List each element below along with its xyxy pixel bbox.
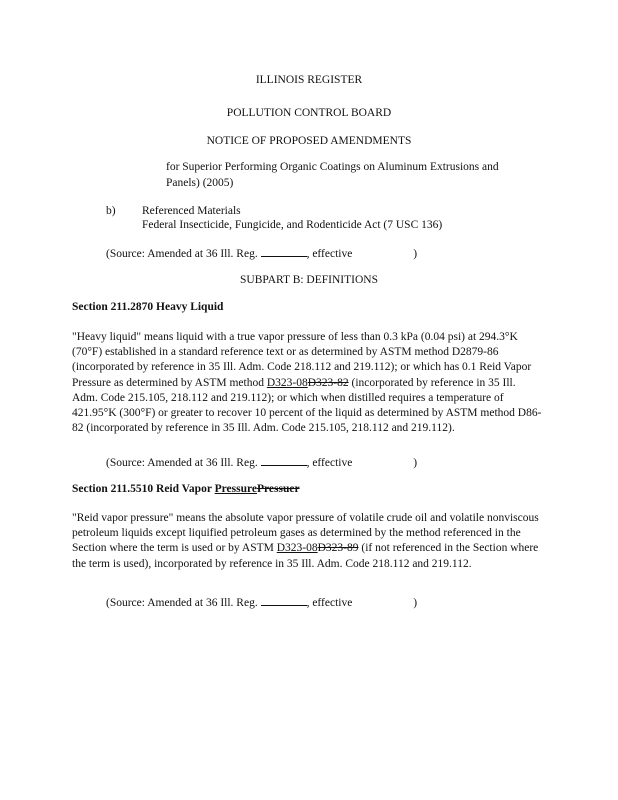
source-prefix: (Source: Amended at 36 Ill. Reg.: [106, 248, 258, 260]
heading-prefix: Section 211.5510 Reid Vapor: [72, 483, 212, 495]
inserted-text: D323-08: [276, 542, 318, 555]
definition-text-b: (incorporated by reference in 35 Ill. Adm. Code 215.105, 218.112 and 219.112); or which when distilled requires a temperature of 421.95°K (300°F) or greater to recover 10 percent of the liquid as determined by ASTM method D86-82 (incorporated by reference in 35 Ill. Adm. Code 215.105, 218.112 and 219.112).: [72, 376, 542, 435]
board-name: POLLUTION CONTROL BOARD: [226, 107, 392, 119]
source-note-2: [106, 455, 417, 469]
source-close: ): [413, 248, 418, 260]
definition-text-a: "Heavy liquid" means liquid with a true vapor pressure of less than 0.3 kPa (0.04 psi) at 294.3°K (70°F) established in a standard reference text or as determined by ASTM method D2879-86 (incorporated by reference in 35 Ill. Adm. Code 218.112 and 219.112); or which has 0.1 Reid Vapor Pressure as determined by ASTM method: [72, 331, 532, 389]
source-effective: , effective: [306, 248, 353, 260]
intro-line-2: Panels) (2005): [166, 177, 234, 189]
source-prefix: (Source: Amended at 36 Ill. Reg.: [106, 597, 258, 609]
heavy-liquid-definition: [72, 330, 542, 436]
intro-line-1: for Superior Performing Organic Coatings on Aluminum Extrusions and: [166, 161, 499, 173]
source-effective: , effective: [306, 457, 353, 469]
date-blank: [355, 595, 413, 606]
section-211-2870-heading: Section 211.2870 Heavy Liquid: [72, 301, 224, 313]
source-close: ): [413, 457, 418, 469]
definition-text-b: (if not referenced in the Section where the term is used), incorporated by reference in 35 Ill. Adm. Code 218.112 and 219.112.: [72, 542, 539, 570]
date-blank: [355, 455, 413, 466]
reid-vapor-definition: [72, 511, 542, 572]
heading-deleted: Pressuer: [256, 483, 300, 495]
subpart-heading: SUBPART B: DEFINITIONS: [240, 274, 378, 286]
heading-inserted: Pressure: [214, 483, 257, 495]
source-effective: , effective: [306, 597, 353, 609]
source-note-1: [106, 246, 417, 260]
section-211-5510-heading: [72, 483, 300, 495]
notice-title: NOTICE OF PROPOSED AMENDMENTS: [206, 135, 412, 147]
register-header: ILLINOIS REGISTER: [255, 74, 363, 86]
source-prefix: (Source: Amended at 36 Ill. Reg.: [106, 457, 258, 469]
item-text: Federal Insecticide, Fungicide, and Rodenticide Act (7 USC 136): [142, 219, 443, 231]
date-blank: [355, 246, 413, 257]
deleted-text: D323-82: [307, 376, 349, 389]
deleted-text: D323-89: [317, 542, 359, 555]
item-label: b): [106, 205, 116, 217]
reg-blank: [261, 246, 307, 257]
reg-blank: [261, 595, 307, 606]
reg-blank: [261, 455, 307, 466]
source-close: ): [413, 597, 418, 609]
source-note-3: [106, 595, 417, 609]
inserted-text: D323-08: [266, 376, 308, 389]
definition-text-a: "Reid vapor pressure" means the absolute vapor pressure of volatile crude oil and volatile nonviscous petroleum liquids except liquified petroleum gases as determined by the method referenced in the Section where the term is used or by ASTM: [72, 512, 539, 555]
item-title: Referenced Materials: [142, 205, 241, 217]
